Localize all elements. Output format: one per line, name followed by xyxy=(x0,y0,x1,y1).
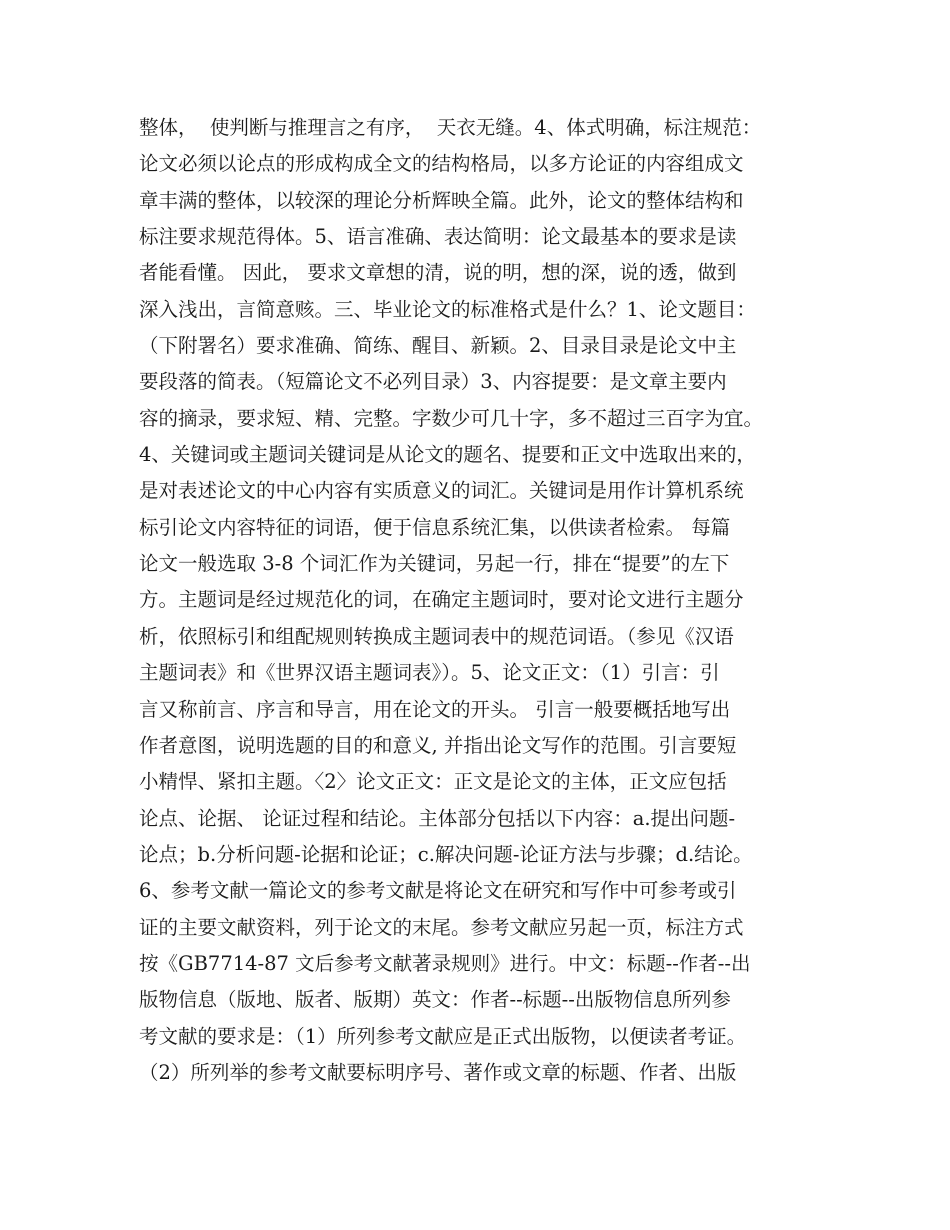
text-line: 版物信息（版地、版者、版期）英文：作者--标题--出版物信息所列参 xyxy=(139,988,731,1012)
text-line: 考文献的要求是：（1）所列参考文献应是正式出版物，以便读者考证。 xyxy=(139,1024,747,1048)
text-line: 论文必须以论点的形成构成全文的结构格局，以多方论证的内容组成文 xyxy=(139,152,744,176)
text-line: （下附署名）要求准确、简练、醒目、新颖。2、目录目录是论文中主 xyxy=(139,334,737,358)
text-line: 者能看懂。 因此， 要求文章想的清，说的明，想的深，说的透，做到 xyxy=(139,261,737,285)
text-line: 论点、论据、 论证过程和结论。主体部分包括以下内容：a.提出问题- xyxy=(139,806,736,830)
text-line: 证的主要文献资料，列于论文的末尾。参考文献应另起一页，标注方式 xyxy=(139,915,744,939)
text-line: 6、参考文献一篇论文的参考文献是将论文在研究和写作中可参考或引 xyxy=(139,879,737,903)
text-line: 小精悍、紧扣主题。〈2〉论文正文：正文是论文的主体，正文应包括 xyxy=(139,770,727,794)
text-line: （2）所列举的参考文献要标明序号、著作或文章的标题、作者、出版 xyxy=(139,1060,737,1084)
text-line: 标引论文内容特征的词语，便于信息系统汇集，以供读者检索。 每篇 xyxy=(139,515,731,539)
text-line: 整体， 使判断与推理言之有序， 天衣无缝。4、体式明确，标注规范： xyxy=(139,116,762,139)
text-line: 标注要求规范得体。5、语言准确、表达简明：论文最基本的要求是读 xyxy=(139,225,737,249)
text-line: 按《GB7714-87 文后参考文献著录规则》进行。中文：标题--作者--出 xyxy=(139,951,751,975)
text-line: 要段落的简表。（短篇论文不必列目录）3、内容提要：是文章主要内 xyxy=(139,370,727,394)
text-line: 容的摘录，要求短、精、完整。字数少可几十字，多不超过三百字为宜。 xyxy=(139,406,764,430)
text-line: 言又称前言、序言和导言，用在论文的开头。 引言一般要概括地写出 xyxy=(139,697,731,721)
text-line: 论点；b.分析问题-论据和论证；c.解决问题-论证方法与步骤；d.结论。 xyxy=(139,842,753,866)
text-line: 论文一般选取 3-8 个词汇作为关键词，另起一行，排在“提要”的左下 xyxy=(139,552,730,576)
text-line: 章丰满的整体，以较深的理论分析辉映全篇。此外，论文的整体结构和 xyxy=(139,188,744,212)
text-line: 主题词表》和《世界汉语主题词表》）。5、论文正文：（1）引言：引 xyxy=(139,661,720,685)
text-line: 深入浅出，言简意赅。三、毕业论文的标准格式是什么？1、论文题目： xyxy=(139,297,756,321)
text-line: 是对表述论文的中心内容有实质意义的词汇。关键词是用作计算机系统 xyxy=(139,479,744,503)
text-line: 方。主题词是经过规范化的词，在确定主题词时，要对论文进行主题分 xyxy=(139,588,744,612)
text-line: 析，依照标引和组配规则转换成主题词表中的规范词语。（参见《汉语 xyxy=(139,624,734,648)
body-text xyxy=(139,110,829,1091)
text-line: 作者意图，说明选题的目的和意义, 并指出论文写作的范围。引言要短 xyxy=(139,733,737,757)
text-line: 4、关键词或主题词关键词是从论文的题名、提要和正文中选取出来的， xyxy=(139,443,756,467)
